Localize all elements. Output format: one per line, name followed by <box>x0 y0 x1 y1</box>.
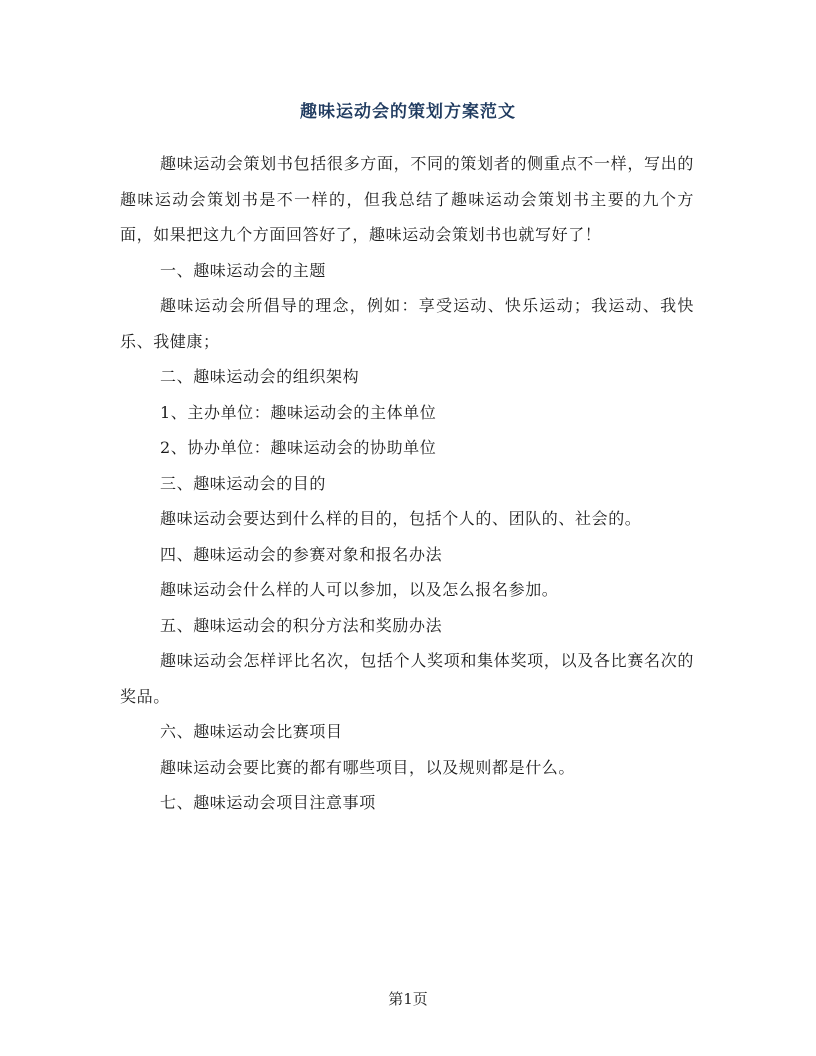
section-heading-2: 二、趣味运动会的组织架构 <box>160 367 360 386</box>
section-text-5: 趣味运动会怎样评比名次，包括个人奖项和集体奖项，以及各比赛名次的奖品。 <box>120 651 694 706</box>
section-item-2-1: 1、主办单位：趣味运动会的主体单位 <box>160 402 437 422</box>
section-heading-7: 七、趣味运动会项目注意事项 <box>160 793 376 812</box>
section-text-4: 趣味运动会什么样的人可以参加，以及怎么报名参加。 <box>160 580 559 599</box>
section-text-6: 趣味运动会要比赛的都有哪些项目，以及规则都是什么。 <box>160 757 576 777</box>
section-heading-1: 一、趣味运动会的主题 <box>160 260 327 280</box>
section-heading-5: 五、趣味运动会的积分方法和奖励办法 <box>160 615 443 635</box>
section-text-3: 趣味运动会要达到什么样的目的，包括个人的、团队的、社会的。 <box>160 509 642 528</box>
section-heading-4: 四、趣味运动会的参赛对象和报名办法 <box>160 544 443 564</box>
section-heading-6: 六、趣味运动会比赛项目 <box>160 722 343 741</box>
section-text-1: 趣味运动会所倡导的理念，例如：享受运动、快乐运动；我运动、我快乐、我健康； <box>120 296 694 351</box>
page-title: 趣味运动会的策划方案范文 <box>300 102 516 122</box>
document-body <box>120 146 694 821</box>
section-item-2-2: 2、协办单位：趣味运动会的协助单位 <box>160 438 437 457</box>
intro-paragraph: 趣味运动会策划书包括很多方面，不同的策划者的侧重点不一样，写出的趣味运动会策划书是不一样的，但我总结了趣味运动会策划书主要的九个方面，如果把这九个方面回答好了，趣味运动会策划书也就写好了！ <box>120 154 694 244</box>
section-heading-3: 三、趣味运动会的目的 <box>160 473 327 493</box>
page-number: 第1页 <box>388 990 428 1008</box>
